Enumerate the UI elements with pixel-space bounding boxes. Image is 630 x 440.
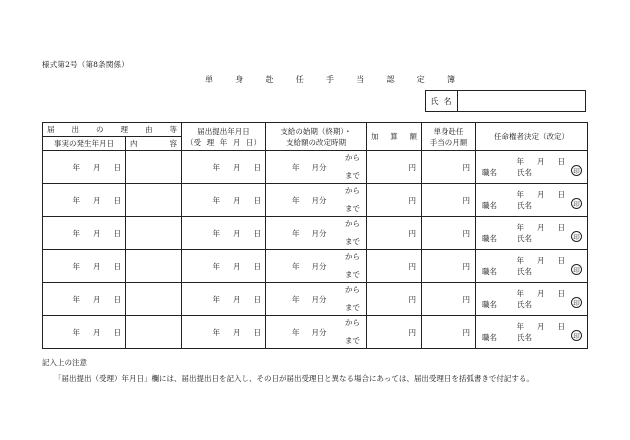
month-label: 月: [93, 327, 101, 337]
content-cell[interactable]: [126, 316, 182, 349]
header-char: 加: [371, 132, 379, 141]
day-label: 日: [557, 190, 565, 199]
payment-period-cell[interactable]: [266, 184, 367, 217]
yen-label: 円: [462, 294, 470, 304]
header-payment-period: 支給の始期（終期）・ 支給額の改定時期: [266, 123, 367, 151]
day-label: 日: [113, 228, 121, 238]
month-label: 月: [93, 294, 101, 304]
day-label: 日: [557, 157, 565, 166]
until-label: まで: [345, 270, 360, 279]
occurrence-date-cell[interactable]: [43, 283, 126, 316]
year-label: 年: [292, 261, 300, 271]
month-label: 月: [537, 223, 545, 232]
year-label: 年: [292, 195, 300, 205]
decision-cell[interactable]: [476, 283, 588, 316]
month-label: 月: [93, 195, 101, 205]
payment-period-cell[interactable]: [266, 316, 367, 349]
title-char: 任: [295, 75, 304, 84]
month-part-label: 月分: [311, 162, 327, 172]
header-char: 届: [47, 125, 55, 134]
table-row: [43, 151, 588, 184]
yen-label: 円: [408, 261, 416, 271]
month-label: 月: [537, 289, 545, 298]
seal-icon: 印: [571, 297, 582, 308]
title-char: 手: [326, 75, 334, 84]
year-label: 年: [72, 261, 80, 271]
header-char: 由: [145, 125, 153, 134]
name-box: [425, 90, 586, 112]
day-label: 日: [113, 195, 121, 205]
submission-date-cell[interactable]: [182, 283, 266, 316]
yen-label: 円: [408, 162, 416, 172]
header-char: 月: [232, 137, 241, 147]
until-label: まで: [345, 237, 360, 246]
post-label: 職名: [482, 267, 497, 276]
title-char: 当: [356, 75, 365, 84]
notes-text: 「届出提出（受理）年月日」欄には、届出提出日を記入し、その日が届出受理日と異なる場合にあっては、届出受理日を括弧書きで付記する。: [54, 374, 534, 383]
year-label: 年: [72, 294, 80, 304]
yen-label: 円: [462, 261, 470, 271]
yen-label: 円: [462, 162, 470, 172]
post-label: 職名: [482, 333, 497, 342]
month-part-label: 月分: [311, 327, 327, 337]
decision-cell[interactable]: [476, 316, 588, 349]
year-label: 年: [516, 190, 524, 199]
header-appointer-decision: 任命権者決定（改定）: [476, 123, 588, 151]
table-row: [43, 217, 588, 250]
submission-date-cell[interactable]: [182, 184, 266, 217]
addition-amount-cell[interactable]: [367, 151, 422, 184]
notes-title: 記入上の注意: [42, 358, 87, 367]
header-char: （受: [186, 137, 201, 147]
post-label: 職名: [482, 234, 497, 243]
day-label: 日: [113, 162, 121, 172]
day-label: 日: [557, 223, 565, 232]
seal-icon: 印: [571, 198, 582, 209]
person-label: 氏名: [517, 201, 532, 210]
year-label: 年: [516, 223, 524, 232]
year-label: 年: [516, 289, 524, 298]
month-label: 月: [233, 261, 241, 271]
header-submission-date: 届出提出年月日 （受 理 年 月 日）: [182, 123, 266, 151]
header-addition-amount: [367, 123, 422, 151]
year-label: 年: [72, 228, 80, 238]
submission-date-cell[interactable]: [182, 217, 266, 250]
name-field[interactable]: [458, 91, 585, 111]
year-label: 年: [292, 294, 300, 304]
month-label: 月: [233, 294, 241, 304]
seal-icon: 印: [571, 264, 582, 275]
month-part-label: 月分: [311, 195, 327, 205]
addition-amount-cell[interactable]: [367, 217, 422, 250]
yen-label: 円: [462, 195, 470, 205]
year-label: 年: [212, 327, 220, 337]
until-label: まで: [345, 303, 360, 312]
post-label: 職名: [482, 300, 497, 309]
year-label: 年: [212, 162, 220, 172]
year-label: 年: [212, 294, 220, 304]
monthly-amount-cell[interactable]: [422, 184, 476, 217]
month-label: 月: [233, 195, 241, 205]
header-char: 日）: [246, 137, 261, 147]
addition-amount-cell[interactable]: [367, 184, 422, 217]
month-label: 月: [93, 261, 101, 271]
from-label: から: [345, 285, 360, 294]
table-row: [43, 283, 588, 316]
header-content: [126, 137, 182, 151]
occurrence-date-cell[interactable]: [43, 217, 126, 250]
table-row: [43, 184, 588, 217]
decision-cell[interactable]: [476, 151, 588, 184]
occurrence-date-cell[interactable]: [43, 250, 126, 283]
until-label: まで: [345, 171, 360, 180]
year-label: 年: [516, 256, 524, 265]
header-char: 内: [130, 139, 138, 148]
month-label: 月: [93, 228, 101, 238]
header-char: 理: [120, 125, 128, 134]
table-row: [43, 316, 588, 349]
day-label: 日: [113, 327, 121, 337]
from-label: から: [345, 186, 360, 195]
monthly-amount-cell[interactable]: [422, 316, 476, 349]
person-label: 氏名: [517, 168, 532, 177]
month-part-label: 月分: [311, 228, 327, 238]
month-label: 月: [93, 162, 101, 172]
year-label: 年: [212, 195, 220, 205]
addition-amount-cell[interactable]: [367, 250, 422, 283]
yen-label: 円: [462, 327, 470, 337]
title-char: 単: [205, 75, 213, 84]
yen-label: 円: [408, 327, 416, 337]
content-cell[interactable]: [126, 151, 182, 184]
month-label: 月: [537, 322, 545, 331]
header-char: 等: [169, 125, 177, 134]
content-cell[interactable]: [126, 217, 182, 250]
monthly-amount-cell[interactable]: [422, 283, 476, 316]
title-char: 赴: [265, 75, 274, 84]
title-char: 身: [235, 75, 244, 84]
year-label: 年: [72, 195, 80, 205]
occurrence-date-cell[interactable]: [43, 151, 126, 184]
decision-cell[interactable]: [476, 184, 588, 217]
day-label: 日: [253, 327, 261, 337]
until-label: まで: [345, 204, 360, 213]
decision-cell[interactable]: [476, 250, 588, 283]
person-label: 氏名: [517, 267, 532, 276]
day-label: 日: [113, 261, 121, 271]
content-cell[interactable]: [126, 184, 182, 217]
month-part-label: 月分: [311, 294, 327, 304]
page-title: [205, 74, 455, 85]
day-label: 日: [113, 294, 121, 304]
content-cell[interactable]: [126, 283, 182, 316]
submission-date-cell[interactable]: [182, 151, 266, 184]
payment-period-cell[interactable]: [266, 250, 367, 283]
monthly-amount-cell[interactable]: [422, 151, 476, 184]
day-label: 日: [557, 322, 565, 331]
table-row: [43, 250, 588, 283]
yen-label: 円: [408, 228, 416, 238]
title-char: 簿: [447, 75, 455, 84]
day-label: 日: [253, 228, 261, 238]
month-label: 月: [537, 190, 545, 199]
payment-period-cell[interactable]: [266, 283, 367, 316]
seal-icon: 印: [571, 231, 582, 242]
year-label: 年: [292, 162, 300, 172]
until-label: まで: [345, 336, 360, 345]
header-char: 額: [409, 132, 417, 141]
yen-label: 円: [408, 195, 416, 205]
header-char: の: [96, 125, 104, 134]
header-monthly-amount: 単身赴任 手当の月額: [422, 123, 476, 151]
year-label: 年: [292, 228, 300, 238]
day-label: 日: [253, 162, 261, 172]
title-char: 認: [386, 75, 395, 84]
header-char: 出: [71, 125, 79, 134]
day-label: 日: [253, 294, 261, 304]
from-label: から: [345, 219, 360, 228]
year-label: 年: [212, 228, 220, 238]
person-label: 氏名: [517, 333, 532, 342]
header-char: 理: [206, 137, 215, 147]
title-char: 定: [416, 75, 425, 84]
content-cell[interactable]: [126, 250, 182, 283]
month-label: 月: [233, 162, 241, 172]
payment-period-cell[interactable]: [266, 217, 367, 250]
post-label: 職名: [482, 201, 497, 210]
year-label: 年: [516, 157, 524, 166]
addition-amount-cell[interactable]: [367, 316, 422, 349]
header-occurrence-date: 事実の発生年月日: [43, 137, 126, 151]
from-label: から: [345, 252, 360, 261]
header-notification-reason: [43, 123, 182, 137]
monthly-amount-cell[interactable]: [422, 217, 476, 250]
year-label: 年: [292, 327, 300, 337]
year-label: 年: [516, 322, 524, 331]
occurrence-date-cell[interactable]: [43, 184, 126, 217]
submission-date-cell[interactable]: [182, 250, 266, 283]
addition-amount-cell[interactable]: [367, 283, 422, 316]
person-label: 氏名: [517, 234, 532, 243]
payment-period-cell[interactable]: [266, 151, 367, 184]
header-char: 算: [390, 132, 398, 141]
year-label: 年: [212, 261, 220, 271]
person-label: 氏名: [517, 300, 532, 309]
month-part-label: 月分: [311, 261, 327, 271]
allowance-register-table: [42, 122, 588, 349]
seal-icon: 印: [571, 165, 582, 176]
yen-label: 円: [408, 294, 416, 304]
post-label: 職名: [482, 168, 497, 177]
month-label: 月: [537, 256, 545, 265]
year-label: 年: [72, 327, 80, 337]
month-label: 月: [537, 157, 545, 166]
day-label: 日: [557, 256, 565, 265]
decision-cell[interactable]: [476, 217, 588, 250]
year-label: 年: [72, 162, 80, 172]
header-char: 年: [219, 137, 228, 147]
day-label: 日: [557, 289, 565, 298]
day-label: 日: [253, 195, 261, 205]
submission-date-cell[interactable]: [182, 316, 266, 349]
header-char: 容: [169, 139, 177, 148]
day-label: 日: [253, 261, 261, 271]
month-label: 月: [233, 228, 241, 238]
form-id: 様式第2号（第8条関係）: [42, 60, 129, 69]
from-label: から: [345, 318, 360, 327]
name-label: 氏名: [426, 91, 458, 111]
seal-icon: 印: [571, 330, 582, 341]
month-label: 月: [233, 327, 241, 337]
yen-label: 円: [462, 228, 470, 238]
from-label: から: [345, 153, 360, 162]
occurrence-date-cell[interactable]: [43, 316, 126, 349]
monthly-amount-cell[interactable]: [422, 250, 476, 283]
